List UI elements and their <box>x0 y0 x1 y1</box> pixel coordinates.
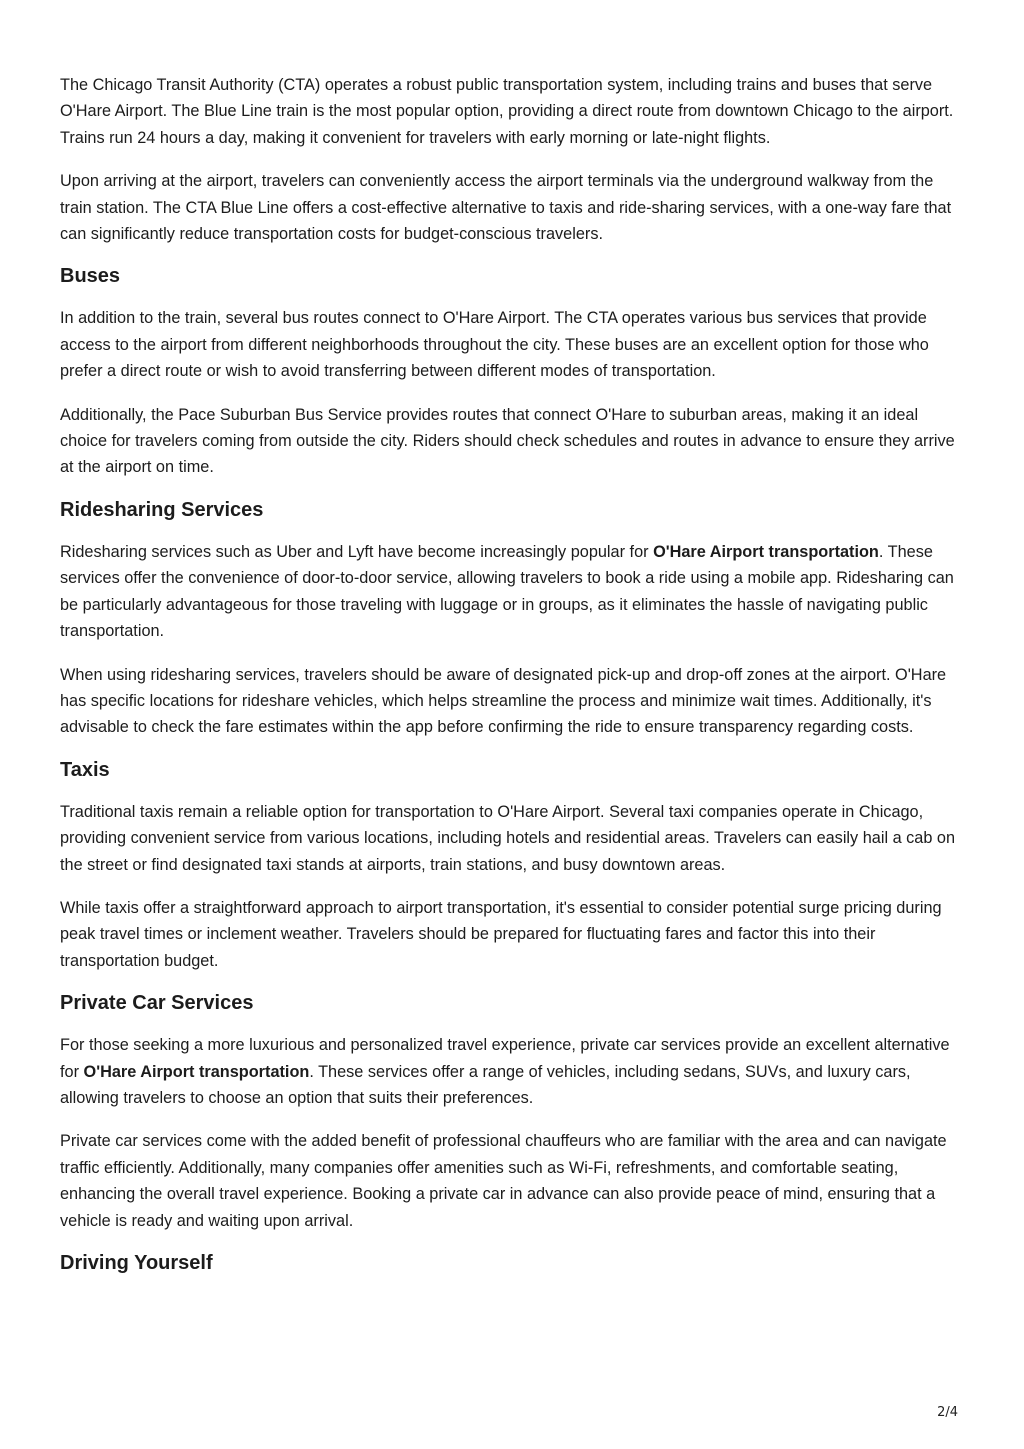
taxis-paragraph-2: While taxis offer a straightforward approach to airport transportation, it's essential to consider potential surge pricing during peak travel times or inclement weather. Travelers should be prepared for fluctuating fares and factor this into their transportation budget. <box>60 898 942 970</box>
document-body <box>60 72 965 1292</box>
section-heading-buses: Buses <box>60 265 121 288</box>
private-car-paragraph-1 <box>60 1032 965 1111</box>
ridesharing-text-before: Ridesharing services such as Uber and Lyft have become increasingly popular for <box>60 542 654 561</box>
ridesharing-text-after: . These services offer the convenience of door-to-door service, allowing travelers to book a ride using a mobile app. Ridesharing can be particularly advantageous for those traveling with luggage or in groups, as it eliminates the hassle of navigating public transportation. <box>60 542 954 641</box>
section-heading-ridesharing: Ridesharing Services <box>60 498 264 521</box>
ridesharing-paragraph-2: When using ridesharing services, travelers should be aware of designated pick-up and drop-off zones at the airport. O'Hare has specific locations for rideshare vehicles, which helps streamline the process and minimize wait times. Additionally, it's advisable to check the fare estimates within the app before confirming the ride to ensure transparency regarding costs. <box>60 665 947 737</box>
ridesharing-paragraph-1 <box>60 539 965 645</box>
intro-paragraph-1: The Chicago Transit Authority (CTA) operates a robust public transportation system, including trains and buses that serve O'Hare Airport. The Blue Line train is the most popular option, providing a direct route from downtown Chicago to the airport. Trains run 24 hours a day, making it convenient for travelers with early morning or late-night flights. <box>60 76 954 147</box>
taxis-paragraph-1: Traditional taxis remain a reliable option for transportation to O'Hare Airport. Several taxi companies operate in Chicago, providing convenient service from various locations, including hotels and residential areas. Travelers can easily hail a cab on the street or find designated taxi stands at airports, train stations, and busy downtown areas. <box>60 802 956 874</box>
private-car-keyword: O'Hare Airport transportation <box>83 1062 310 1081</box>
intro-paragraph-2: Upon arriving at the airport, travelers can conveniently access the airport terminals via the underground walkway from the train station. The CTA Blue Line offers a cost-effective alternative to taxis and ride-sharing services, with a one-way fare that can significantly reduce transportation costs for budget-conscious travelers. <box>60 172 952 244</box>
page-number: 2/4 <box>937 1405 958 1420</box>
buses-paragraph-2: Additionally, the Pace Suburban Bus Service provides routes that connect O'Hare to suburban areas, making it an ideal choice for travelers coming from outside the city. Riders should check schedules and routes in advance to ensure they arrive at the airport on time. <box>60 405 955 477</box>
private-car-text-after: . These services offer a range of vehicles, including sedans, SUVs, and luxury cars, allowing travelers to choose an option that suits their preferences. <box>60 1062 911 1107</box>
private-car-paragraph-2: Private car services come with the added benefit of professional chauffeurs who are familiar with the area and can navigate traffic efficiently. Additionally, many companies offer amenities such as Wi-Fi, refreshments, and comfortable seating, enhancing the overall travel experience. Booking a private car in advance can also provide peace of mind, ensuring that a vehicle is ready and waiting upon arrival. <box>60 1132 947 1230</box>
section-heading-driving: Driving Yourself <box>60 1252 213 1274</box>
section-heading-private-car: Private Car Services <box>60 992 254 1015</box>
ridesharing-keyword: O'Hare Airport transportation <box>653 542 879 561</box>
buses-paragraph-1: In addition to the train, several bus routes connect to O'Hare Airport. The CTA operates various bus services that provide access to the airport from different neighborhoods throughout the city. These buses are an excellent option for those who prefer a direct route or wish to avoid transferring between different modes of transportation. <box>60 309 929 381</box>
private-car-text-before: For those seeking a more luxurious and personalized travel experience, private car services provide an excellent alternative for <box>60 1036 950 1081</box>
section-heading-taxis: Taxis <box>60 758 110 781</box>
